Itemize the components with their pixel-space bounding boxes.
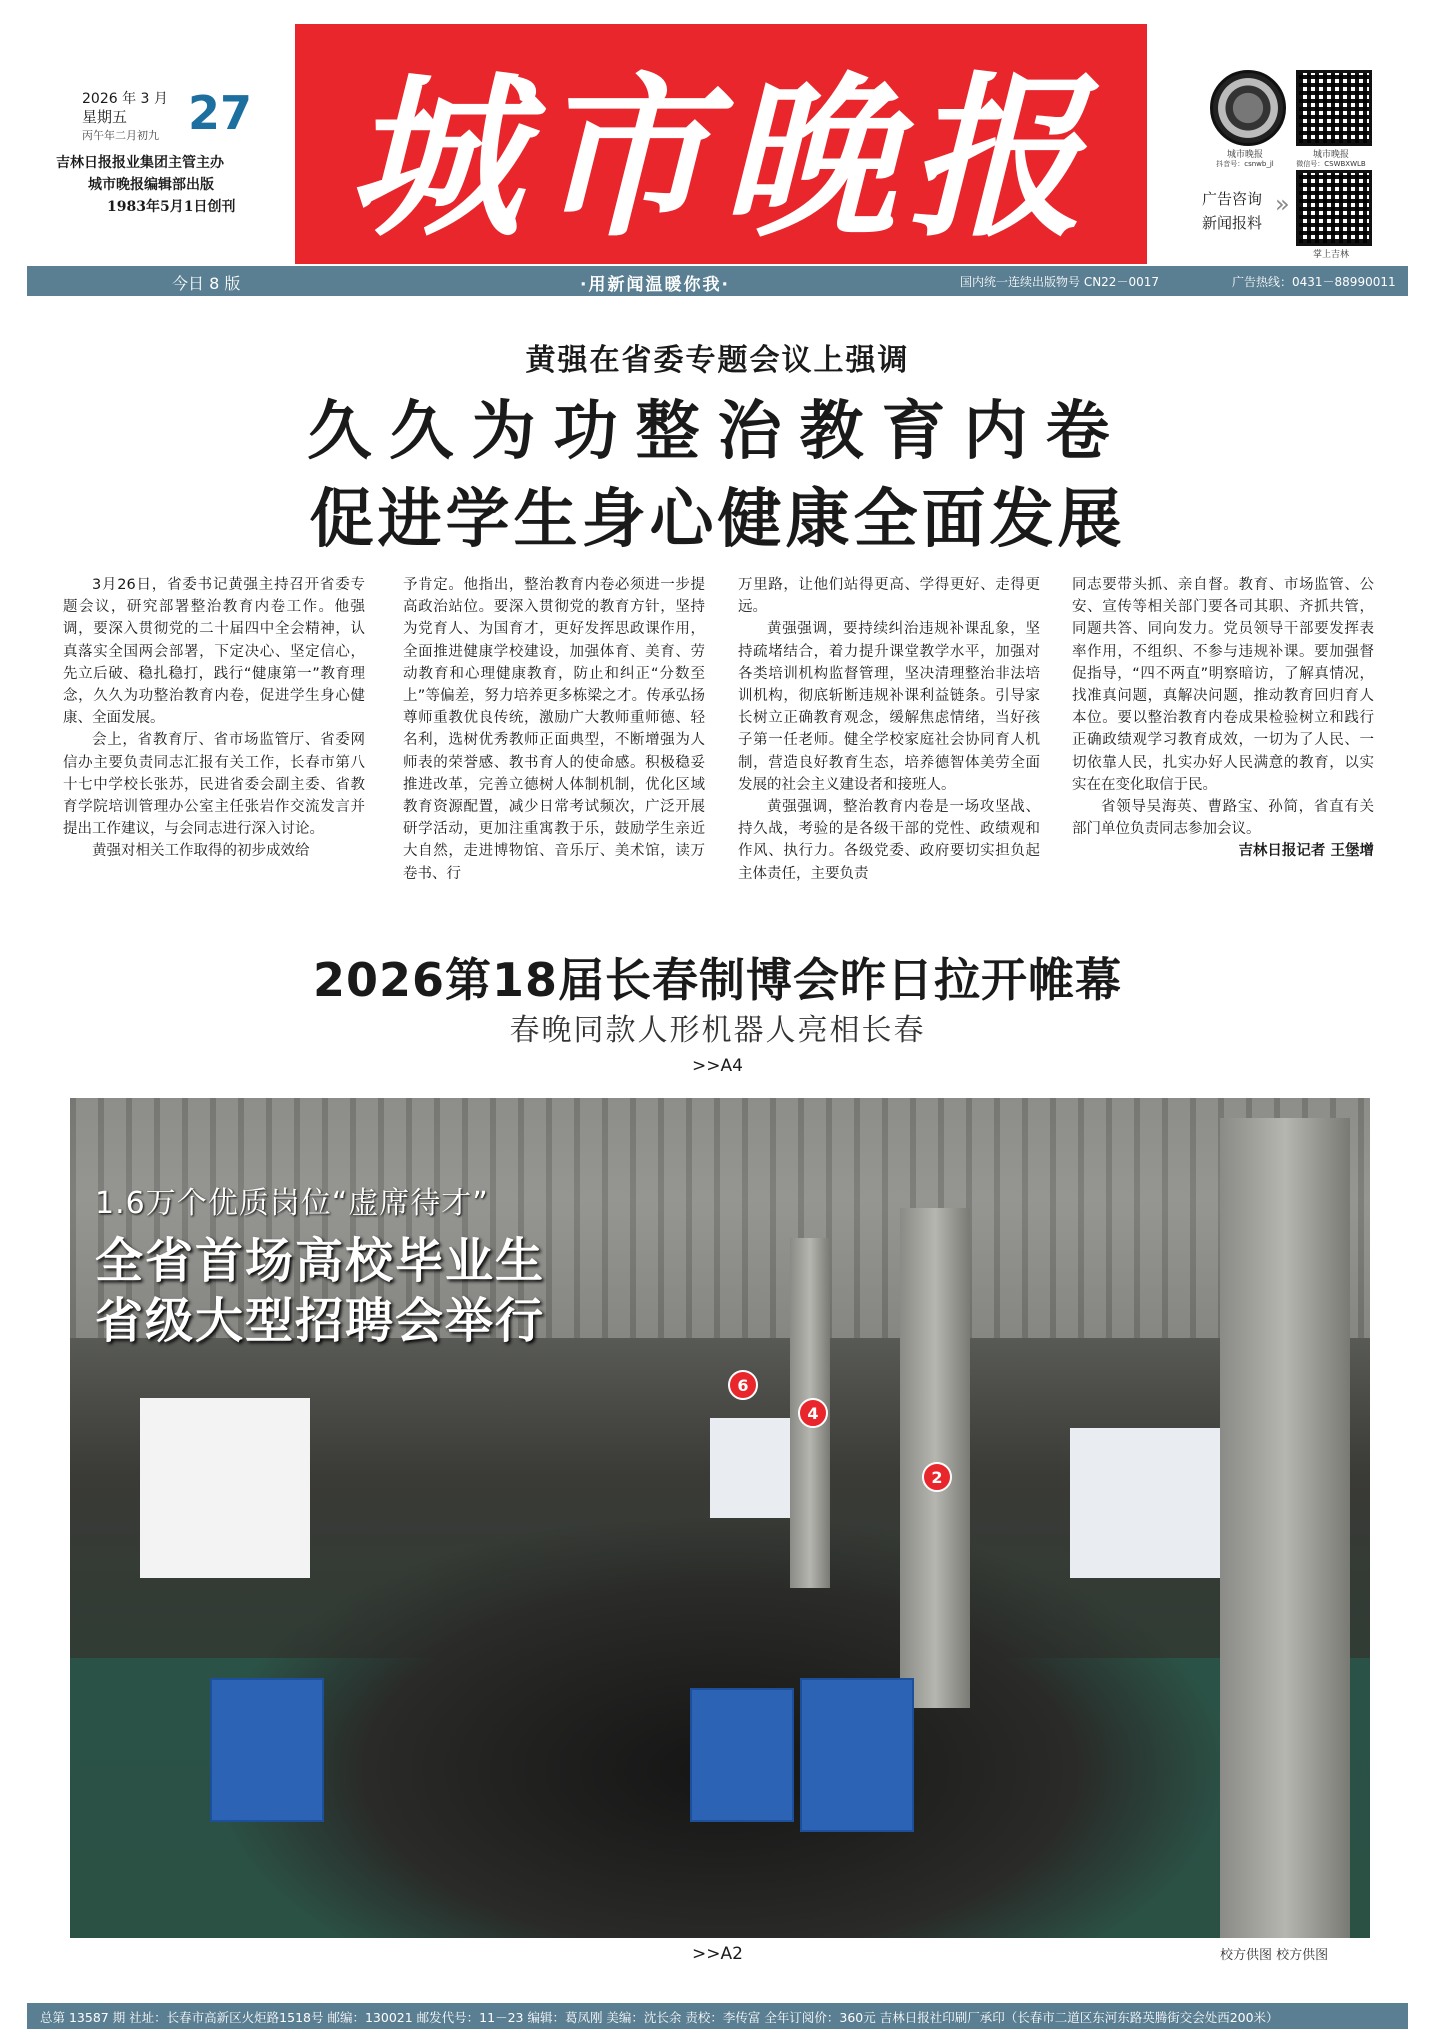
paragraph: 黄强强调，整治教育内卷是一场攻坚战、持久战，考验的是各级干部的党性、政绩观和作风、执行力。各级党委、政府要切实担负起主体责任，主要负责 — [738, 799, 1040, 882]
paragraph: 万里路，让他们站得更高、学得更好、走得更远。 — [738, 577, 1040, 616]
article-column — [1072, 574, 1374, 863]
photo-credit: 校方供图 校方供图 — [1220, 1948, 1329, 1963]
qr-caption: 城市晚报 — [1226, 150, 1263, 160]
publisher-line: 城市晚报编辑部出版 — [88, 177, 214, 193]
story-subheadline: 春晚同款人形机器人亮相长春 — [509, 1013, 926, 1048]
slogan: ·用新闻温暖你我· — [580, 275, 730, 295]
photo-pillar — [900, 1208, 970, 1708]
lead-headline[interactable]: 促进学生身心健康全面发展 — [309, 483, 1126, 557]
article-column — [403, 574, 705, 885]
qr-caption: 掌上吉林 — [1312, 250, 1349, 260]
page-count: 今日 8 版 — [172, 274, 241, 293]
zone-number-badge: 4 — [798, 1398, 828, 1428]
qr-caption: 城市晚报 — [1312, 150, 1349, 160]
byline: 吉林日报记者 王堡增 — [1238, 843, 1374, 860]
qr-caption-small: 微信号：CSWBXWLB — [1296, 160, 1366, 168]
date-lunar: 丙午年二月初九 — [82, 129, 159, 142]
photo-headline[interactable]: 省级大型招聘会举行 — [95, 1293, 546, 1349]
footer-imprint: 总第 13587 期 社址：长春市高新区火炬路1518号 邮编：130021 邮发代号：11－23 编辑：葛凤刚 美编：沈长余 责校：李传富 全年订阅价：360元 吉林日报社印刷厂承印（长春市二道区东河东路英腾街交会处西200米） — [40, 2010, 1279, 2025]
story-headline[interactable]: 2026第18届长春制博会昨日拉开帷幕 — [312, 953, 1123, 1007]
page-reference-link[interactable]: >>A4 — [692, 1056, 743, 1076]
paragraph: 黄强强调，要持续纠治违规补课乱象，坚持疏堵结合，着力提升课堂教学水平，加强对各类培训机构监督管理，坚决清理整治非法培训机构，彻底斩断违规补课利益链条。引导家长树立正确教育观念，缓解焦虑情绪，当好孩子第一任老师。健全学校家庭社会协同育人机制，营造良好教育生态，培养德智体美劳全面发展的社会主义建设者和接班人。 — [738, 621, 1040, 793]
article-column — [738, 574, 1040, 885]
paragraph: 予肯定。他指出，整治教育内卷必须进一步提高政治站位。要深入贯彻党的教育方针，坚持为党育人、为国育才，更好发挥思政课作用，全面推进健康学校建设，加强体育、美育、劳动教育和心理健康教育，防止和纠正“分数至上”等偏差，努力培养更多栋梁之才。传承弘扬尊师重教优良传统，激励广大教师重师德、轻名利，选树优秀教师正面典型，不断增强为人师表的荣誉感、教书育人的使命感。积极稳妥推进改革，完善立德树人体制机制，优化区域教育资源配置，减少日常考试频次，广泛开展研学活动，更加注重寓教于乐，鼓励学生亲近大自然，走进博物馆、音乐厅、美术馆，读万卷书、行 — [403, 577, 705, 882]
page-reference-link[interactable]: >>A2 — [692, 1944, 743, 1964]
douyin-qr-icon[interactable] — [1210, 70, 1286, 146]
photo-sign — [210, 1678, 324, 1822]
wechat-qr-icon[interactable] — [1296, 70, 1372, 146]
publisher-line: 吉林日报报业集团主管主办 — [56, 155, 224, 171]
lead-kicker: 黄强在省委专题会议上强调 — [525, 343, 910, 378]
founding-date: 1983年5月1日创刊 — [107, 199, 236, 215]
serial-number: 国内统一连续出版物号 CN22－0017 — [960, 275, 1159, 289]
photo-pillar — [1220, 1118, 1350, 1938]
article-column — [63, 574, 365, 863]
zone-number-badge: 6 — [728, 1370, 758, 1400]
paragraph: 黄强对相关工作取得的初步成效给 — [92, 843, 310, 860]
date-year-month: 2026 年 3 月 — [82, 91, 168, 107]
paragraph: 省领导吴海英、曹路宝、孙简，省直有关部门单位负责同志参加会议。 — [1072, 799, 1374, 838]
photo-sign — [800, 1678, 914, 1832]
date-weekday: 星期五 — [82, 108, 128, 126]
paragraph: 同志要带头抓、亲自督。教育、市场监管、公安、宣传等相关部门要各司其职、齐抓共管，同题共答、同向发力。党员领导干部要发挥表率作用，不组织、不参与违规补课。要加强督促指导，“四不两直”明察暗访，了解真情况，找准真问题，真解决问题，推动教育回归育人本位。要以整治教育内卷成果检验树立和践行正确政绩观学习教育成效，一切为了人民、一切依靠人民，扎实办好人民满意的教育，以实实在在变化取信于民。 — [1072, 577, 1374, 793]
paragraph: 3月26日，省委书记黄强主持召开省委专题会议，研究部署整治教育内卷工作。他强调，要深入贯彻党的二十届四中全会精神，认真落实全国两会部署，下定决心、坚定信心，先立后破、稳扎稳打，践行“健康第一”教育理念，久久为功整治教育内卷，促进学生身心健康、全面发展。 — [63, 577, 365, 727]
paragraph: 会上，省教育厅、省市场监管厅、省委网信办主要负责同志汇报有关工作，长春市第八十七中学校长张苏，民进省委会副主委、省教育学院培训管理办公室主任张岩作交流发言并提出工作建议，与会同志进行深入讨论。 — [63, 732, 365, 838]
qr-caption-small: 抖音号：csnwb_jl — [1216, 160, 1274, 168]
lead-headline[interactable]: 久久为功整治教育内卷 — [307, 395, 1128, 469]
chevron-right-icon: » — [1275, 190, 1290, 218]
ad-inquiry-label: 广告咨询 — [1202, 190, 1263, 208]
photo-kicker: 1.6万个优质岗位“虚席待才” — [95, 1186, 489, 1221]
photo-headline[interactable]: 全省首场高校毕业生 — [95, 1233, 546, 1289]
news-tip-label: 新闻报料 — [1202, 214, 1263, 232]
photo-sign — [690, 1688, 794, 1822]
zone-number-badge: 2 — [922, 1462, 952, 1492]
date-day: 27 — [188, 86, 253, 140]
app-qr-icon[interactable] — [1296, 170, 1372, 246]
newspaper-logo: 城市晚报 — [347, 55, 1095, 261]
ad-hotline: 广告热线：0431－88990011 — [1232, 275, 1396, 289]
